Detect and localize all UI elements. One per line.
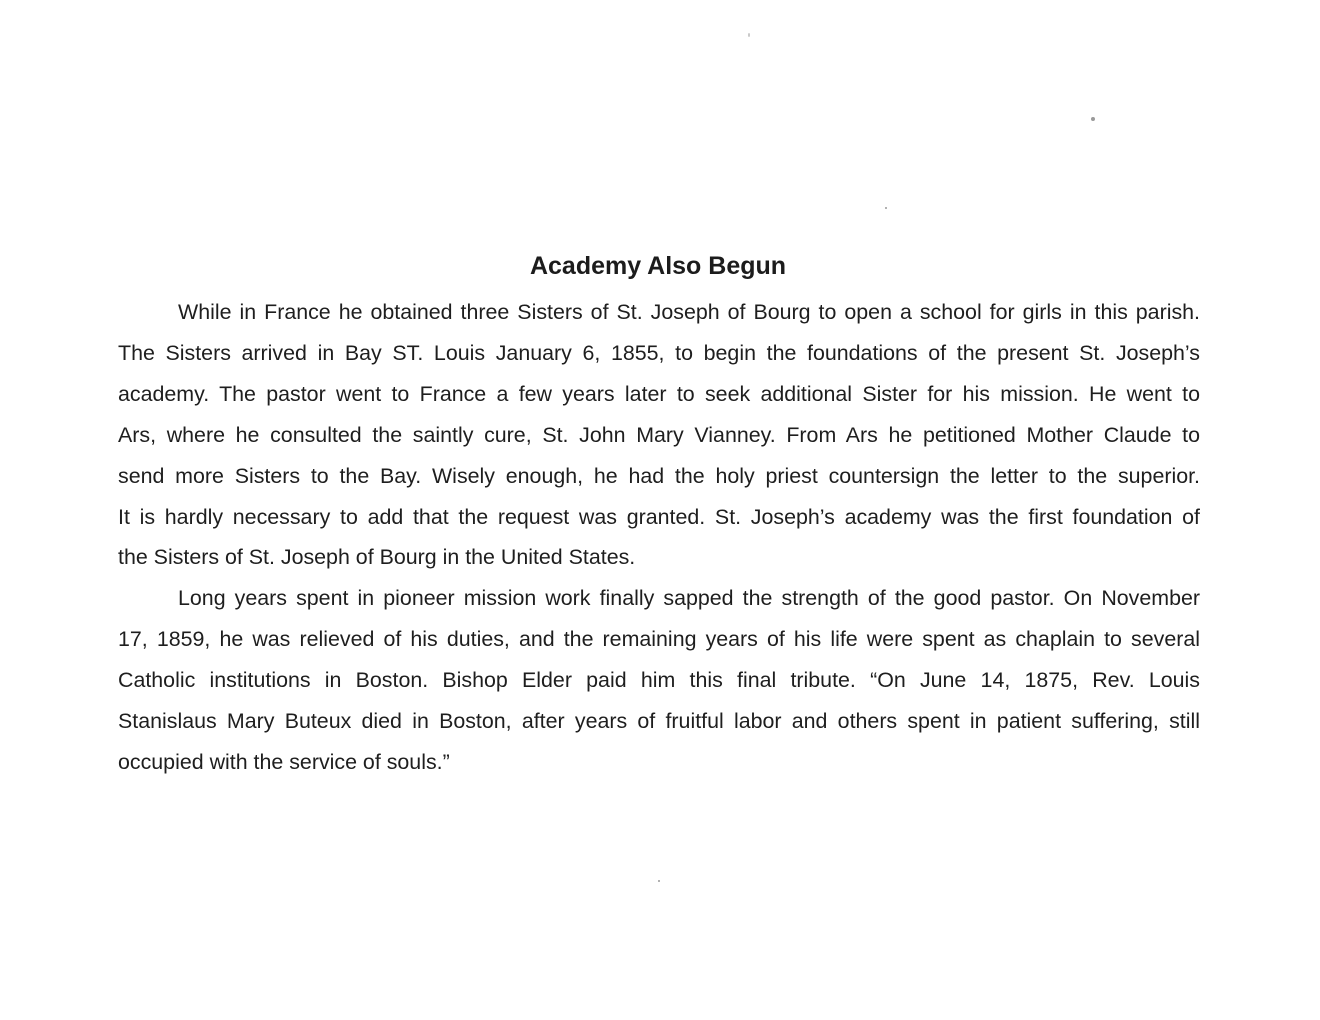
scan-speck [658, 880, 660, 882]
text-line: While in France he obtained three Sisters of St. Joseph of Bourg to open a school for girls in this parish. [178, 300, 1200, 324]
scan-speck [885, 207, 887, 209]
text-line: Catholic institutions in Boston. Bishop Elder paid him this final tribute. “On June 14, 1875, Rev. Louis [118, 668, 1200, 693]
paragraph [118, 292, 1200, 578]
text-line: academy. The pastor went to France a few years later to seek additional Sister for his mission. He went to [118, 381, 1200, 406]
scan-speck [748, 33, 750, 37]
document-body [118, 292, 1200, 783]
text-line: Stanislaus Mary Buteux died in Boston, after years of fruitful labor and others spent in patient suffering, still [118, 709, 1200, 734]
text-line: 17, 1859, he was relieved of his duties, and the remaining years of his life were spent as chaplain to several [118, 627, 1200, 652]
text-line: send more Sisters to the Bay. Wisely enough, he had the holy priest countersign the letter to the superior. [118, 463, 1200, 488]
page-title: Academy Also Begun [529, 252, 787, 280]
text-line: Ars, where he consulted the saintly cure, St. John Mary Vianney. From Ars he petitioned Mother Claude to [118, 422, 1200, 447]
scan-speck [1091, 117, 1095, 121]
text-line: The Sisters arrived in Bay ST. Louis January 6, 1855, to begin the foundations of the present St. Joseph’s [118, 340, 1200, 365]
paragraph [118, 578, 1200, 783]
text-line: Long years spent in pioneer mission work finally sapped the strength of the good pastor. On November [178, 586, 1200, 611]
text-line: It is hardly necessary to add that the request was granted. St. Joseph’s academy was the first foundation of [118, 504, 1200, 529]
text-line: occupied with the service of souls.” [118, 749, 450, 774]
text-line: the Sisters of St. Joseph of Bourg in the United States. [118, 545, 636, 570]
